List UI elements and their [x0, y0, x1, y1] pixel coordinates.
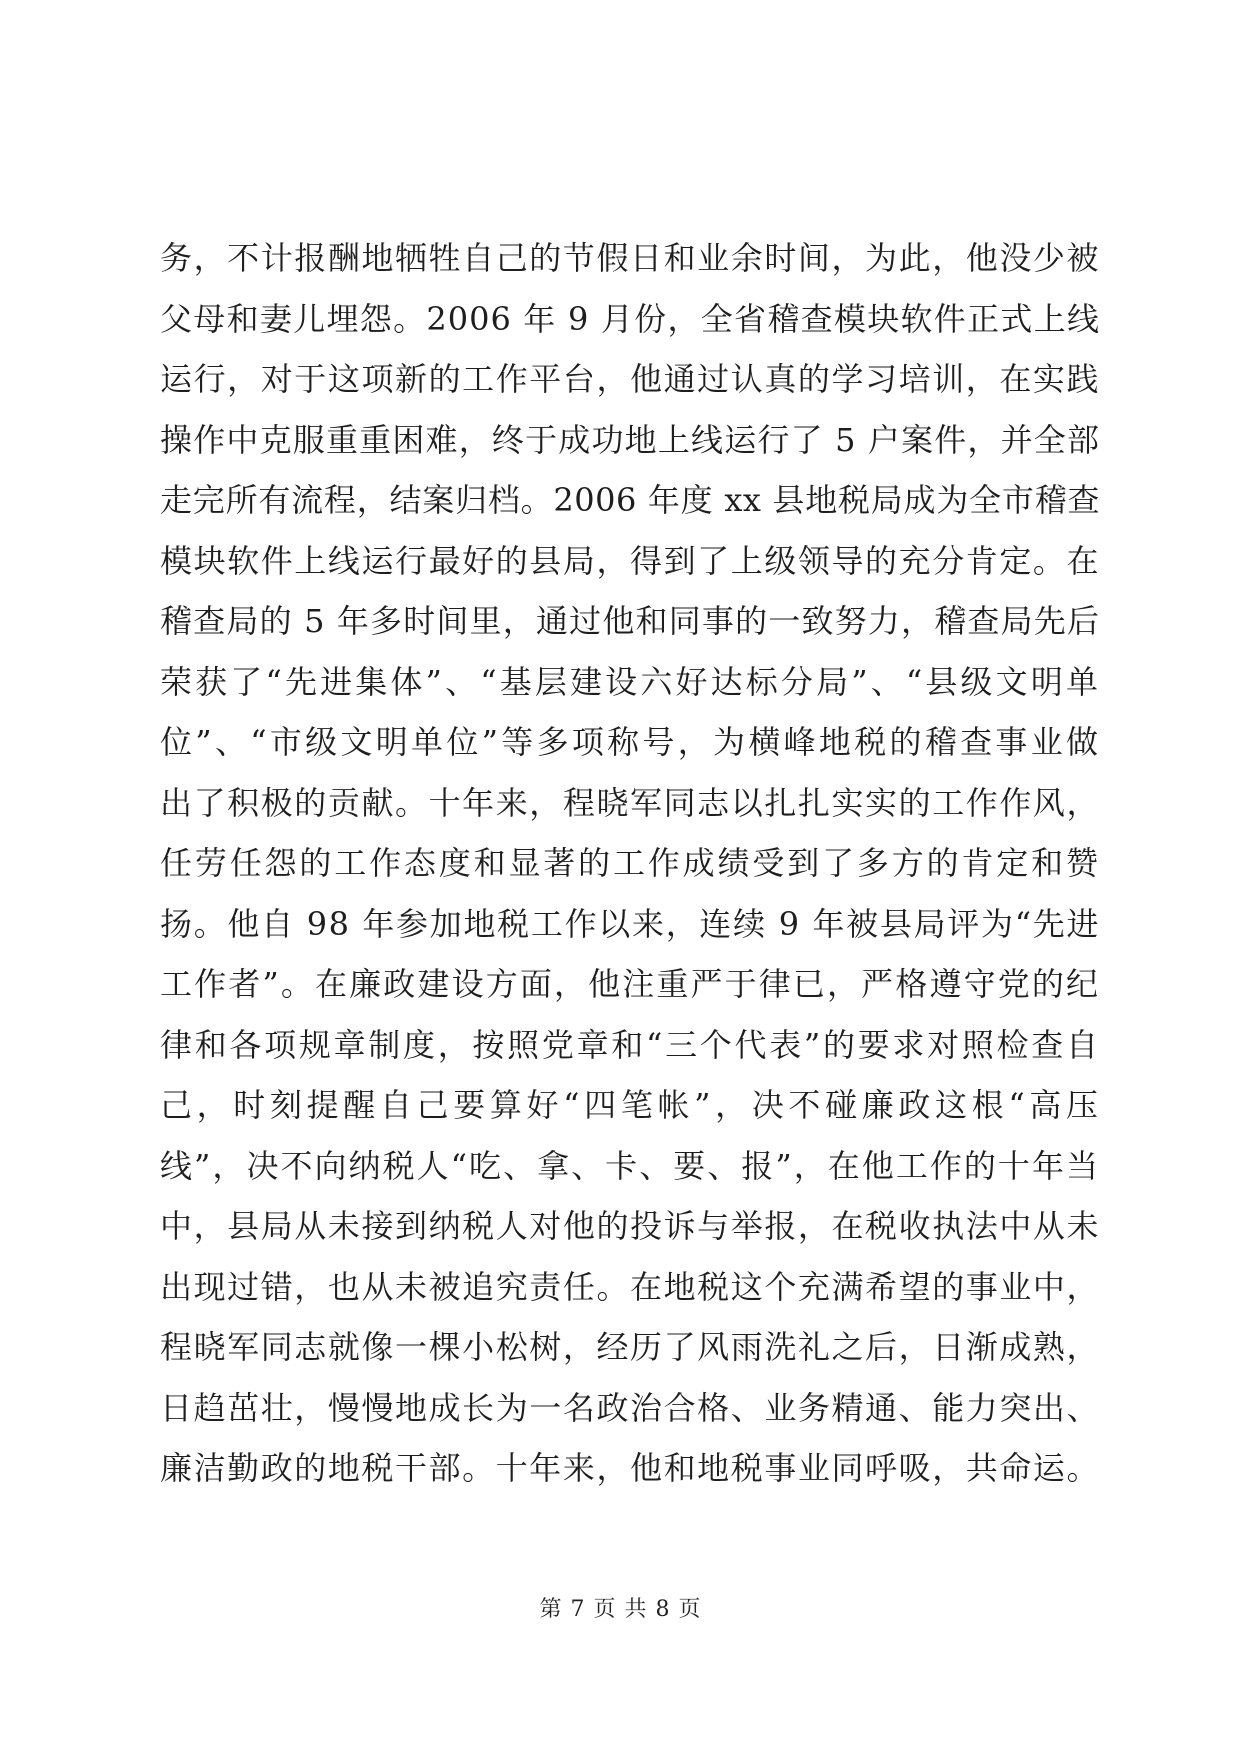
text-line: 线”，决不向纳税人“吃、拿、卡、要、报”，在他工作的十年当 — [160, 1146, 1100, 1185]
text-line: 走完所有流程，结案归档。2006 年度 xx 县地税局成为全市稽查 — [160, 481, 1100, 519]
text-line: 出了积极的贡献。十年来，程晓军同志以扎扎实实的工作作风， — [160, 783, 1100, 822]
text-line: 任劳任怨的工作态度和显著的工作成绩受到了多方的肯定和赞 — [160, 844, 1100, 882]
text-line: 运行，对于这项新的工作平台，他通过认真的学习培训，在实践 — [160, 360, 1100, 398]
text-line: 己，时刻提醒自己要算好“四笔帐”，决不碰廉政这根“高压 — [160, 1086, 1100, 1124]
text-line: 模块软件上线运行最好的县局，得到了上级领导的充分肯定。在 — [160, 541, 1100, 580]
page-number-footer: 第 7 页 共 8 页 — [539, 1597, 702, 1622]
text-line: 荣获了“先进集体”、“基层建设六好达标分局”、“县级文明单 — [160, 662, 1100, 701]
text-line: 操作中克服重重困难，终于成功地上线运行了 5 户案件，并全部 — [160, 420, 1100, 459]
text-line: 律和各项规章制度，按照党章和“三个代表”的要求对照检查自 — [160, 1025, 1100, 1064]
text-line: 工作者”。在廉政建设方面，他注重严于律已，严格遵守党的纪 — [160, 965, 1100, 1003]
text-line: 扬。他自 98 年参加地税工作以来，连续 9 年被县局评为“先进 — [160, 904, 1100, 943]
text-line: 廉洁勤政的地税干部。十年来，他和地税事业同呼吸，共命运。 — [160, 1449, 1100, 1487]
text-line: 中，县局从未接到纳税人对他的投诉与举报，在税收执法中从未 — [160, 1207, 1100, 1245]
text-line: 位”、“市级文明单位”等多项称号，为横峰地税的稽查事业做 — [160, 723, 1100, 761]
text-line: 务，不计报酬地牺牲自己的节假日和业余时间，为此，他没少被 — [160, 239, 1100, 277]
body-paragraph — [160, 228, 1100, 1499]
text-line: 稽查局的 5 年多时间里，通过他和同事的一致努力，稽查局先后 — [160, 602, 1100, 640]
text-line: 父母和妻儿埋怨。2006 年 9 月份，全省稽查模块软件正式上线 — [160, 299, 1100, 338]
text-line: 日趋茁壮，慢慢地成长为一名政治合格、业务精通、能力突出、 — [160, 1388, 1100, 1427]
text-line: 程晓军同志就像一棵小松树，经历了风雨洗礼之后，日渐成熟， — [160, 1328, 1100, 1366]
text-line: 出现过错，也从未被追究责任。在地税这个充满希望的事业中， — [160, 1267, 1100, 1306]
